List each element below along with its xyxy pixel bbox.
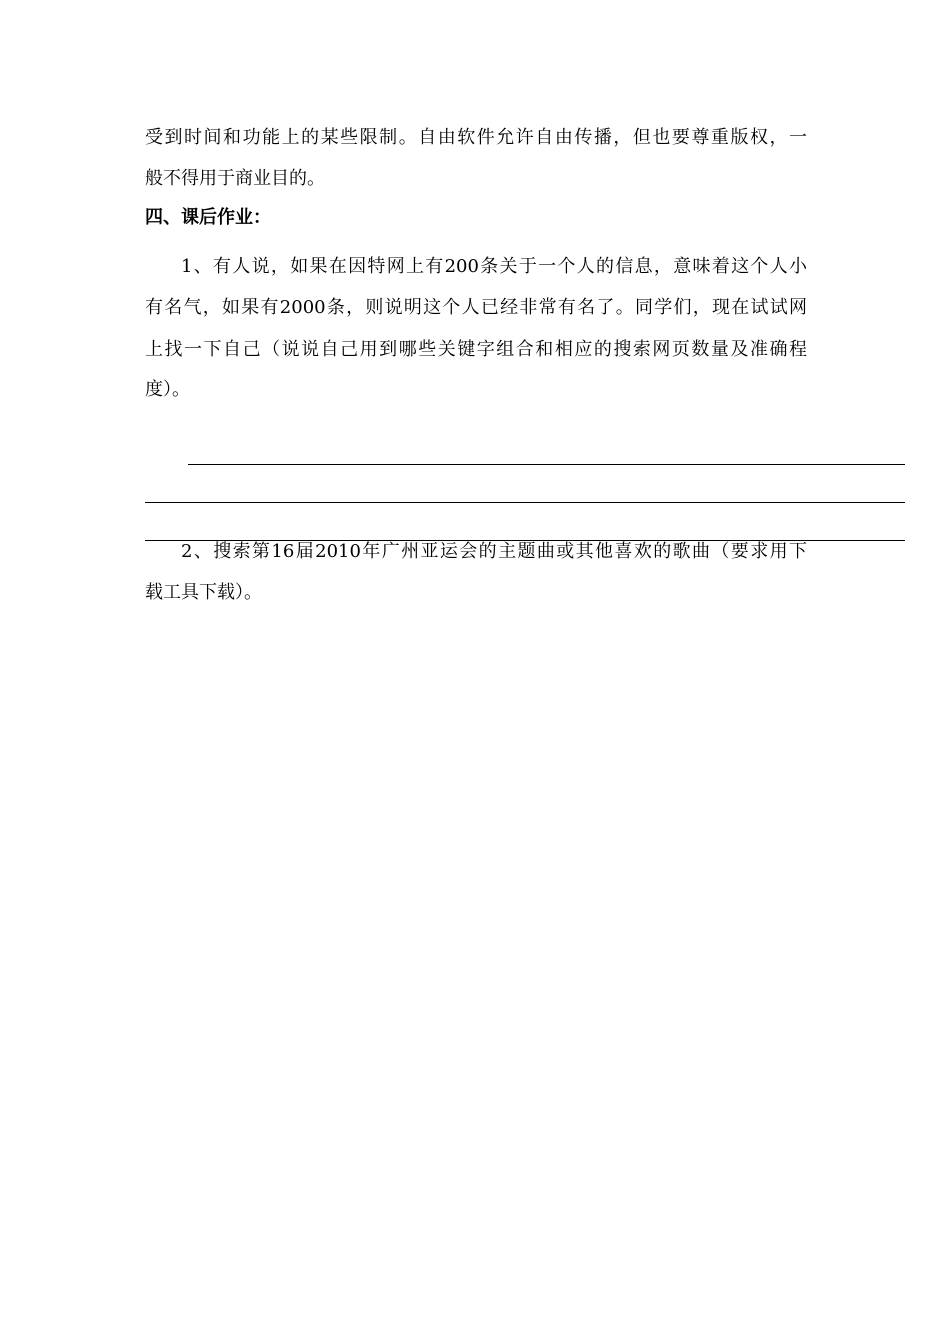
section-heading: 四、课后作业：	[145, 207, 271, 228]
question-1-line-2: 有名气，如果有2000条，则说明这个人已经非常有名了。同学们，现在试试网	[145, 297, 807, 318]
answer-line-1	[188, 464, 905, 465]
intro-line-1: 受到时间和功能上的某些限制。自由软件允许自由传播，但也要尊重版权，一	[145, 127, 807, 148]
question-1-line-1: 1、有人说，如果在因特网上有200条关于一个人的信息，意味着这个人小	[181, 256, 807, 277]
question-1-line-3: 上找一下自己（说说自己用到哪些关键字组合和相应的搜索网页数量及准确程	[145, 339, 807, 360]
intro-line-2: 般不得用于商业目的。	[145, 168, 325, 189]
question-2-line-2: 载工具下载）。	[145, 582, 262, 603]
question-1-line-4: 度）。	[145, 379, 190, 400]
answer-line-2	[145, 502, 905, 503]
question-2-line-1: 2、搜索第16届2010年广州亚运会的主题曲或其他喜欢的歌曲（要求用下	[181, 541, 807, 562]
